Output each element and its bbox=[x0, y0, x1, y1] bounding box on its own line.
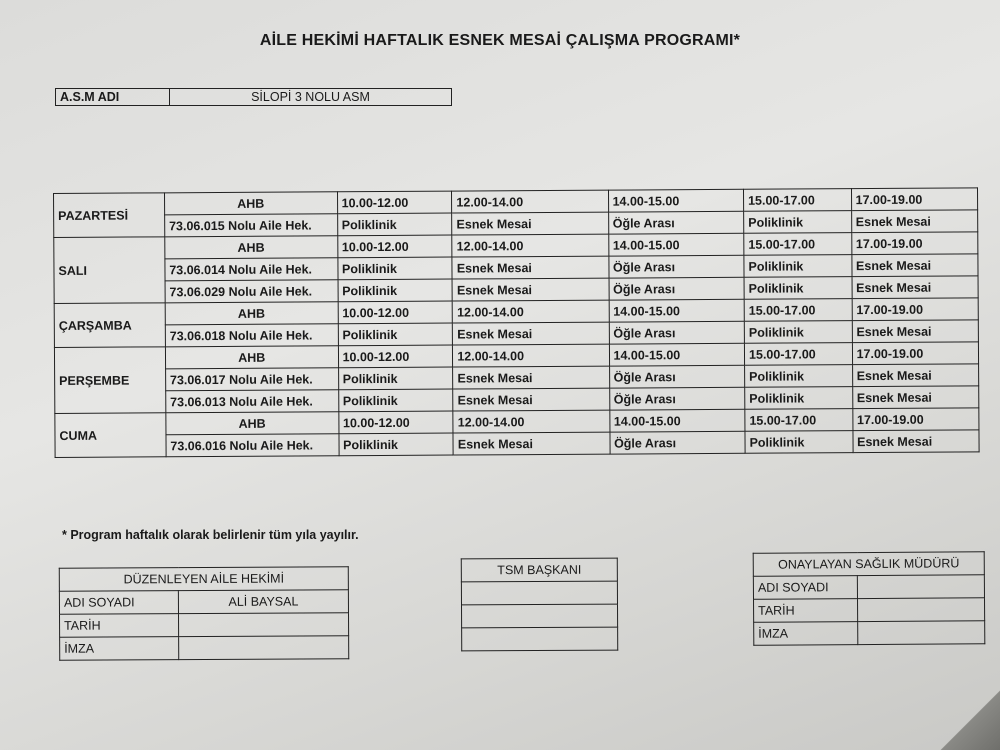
approver-header: ONAYLAYAN SAĞLIK MÜDÜRÜ bbox=[753, 552, 984, 577]
schedule-cell: Esnek Mesai bbox=[453, 388, 609, 411]
schedule-cell: Öğle Arası bbox=[608, 255, 744, 278]
approver-name-field[interactable] bbox=[857, 575, 984, 599]
schedule-cell: 17.00-19.00 bbox=[852, 342, 979, 365]
staff-cell: AHB bbox=[164, 192, 337, 215]
schedule-cell: 15.00-17.00 bbox=[744, 189, 852, 212]
asm-label: A.S.M ADI bbox=[56, 89, 170, 106]
preparer-signature-table bbox=[59, 566, 349, 661]
schedule-cell: Esnek Mesai bbox=[452, 256, 608, 279]
schedule-cell: 17.00-19.00 bbox=[851, 188, 978, 211]
schedule-cell: Esnek Mesai bbox=[452, 278, 608, 301]
staff-cell: AHB bbox=[165, 302, 338, 325]
day-label: PERŞEMBE bbox=[54, 347, 165, 414]
schedule-cell: Öğle Arası bbox=[609, 365, 745, 388]
schedule-cell: Esnek Mesai bbox=[453, 432, 609, 455]
day-label: ÇARŞAMBA bbox=[54, 303, 165, 348]
schedule-cell: Poliklinik bbox=[744, 277, 852, 300]
staff-cell: 73.06.013 Nolu Aile Hek. bbox=[166, 390, 339, 413]
asm-name-table bbox=[55, 88, 452, 106]
staff-cell: AHB bbox=[165, 236, 338, 259]
staff-cell: AHB bbox=[165, 346, 338, 369]
schedule-cell: Esnek Mesai bbox=[851, 254, 978, 277]
schedule-cell: Poliklinik bbox=[744, 321, 852, 344]
schedule-cell: 10.00-12.00 bbox=[337, 191, 452, 214]
approver-date-label: TARİH bbox=[754, 599, 858, 623]
schedule-cell: Poliklinik bbox=[744, 255, 852, 278]
schedule-cell: Öğle Arası bbox=[609, 387, 745, 410]
schedule-cell: 10.00-12.00 bbox=[338, 411, 453, 434]
schedule-cell: 15.00-17.00 bbox=[744, 343, 852, 366]
schedule-cell: 12.00-14.00 bbox=[452, 234, 608, 257]
schedule-cell: Öğle Arası bbox=[608, 211, 744, 234]
schedule-cell: Esnek Mesai bbox=[853, 430, 980, 453]
page-corner-shadow bbox=[940, 690, 1000, 750]
schedule-cell: Öğle Arası bbox=[609, 321, 745, 344]
schedule-cell: 10.00-12.00 bbox=[338, 301, 453, 324]
schedule-cell: 10.00-12.00 bbox=[337, 235, 452, 258]
schedule-cell: Esnek Mesai bbox=[852, 364, 979, 387]
day-label: SALI bbox=[54, 237, 165, 304]
staff-cell: 73.06.018 Nolu Aile Hek. bbox=[165, 324, 338, 347]
schedule-table bbox=[53, 187, 980, 458]
staff-cell: 73.06.029 Nolu Aile Hek. bbox=[165, 280, 338, 303]
schedule-cell: Poliklinik bbox=[744, 211, 852, 234]
approver-sign-label: İMZA bbox=[754, 622, 858, 646]
staff-cell: 73.06.017 Nolu Aile Hek. bbox=[165, 368, 338, 391]
day-label: CUMA bbox=[55, 413, 166, 458]
schedule-cell: Poliklinik bbox=[337, 213, 452, 236]
schedule-cell: 15.00-17.00 bbox=[744, 299, 852, 322]
schedule-cell: 14.00-15.00 bbox=[608, 233, 744, 256]
approver-sign-field[interactable] bbox=[858, 621, 985, 645]
schedule-cell: 14.00-15.00 bbox=[609, 409, 745, 432]
preparer-name-label: ADI SOYADI bbox=[59, 591, 178, 615]
schedule-cell: Esnek Mesai bbox=[453, 366, 609, 389]
day-label: PAZARTESİ bbox=[54, 193, 165, 238]
staff-cell: 73.06.015 Nolu Aile Hek. bbox=[164, 214, 337, 237]
schedule-cell: Esnek Mesai bbox=[852, 320, 979, 343]
preparer-date-label: TARİH bbox=[60, 614, 179, 638]
schedule-cell: Poliklinik bbox=[338, 389, 453, 412]
schedule-cell: 12.00-14.00 bbox=[453, 410, 609, 433]
schedule-cell: 10.00-12.00 bbox=[338, 345, 453, 368]
schedule-cell: Poliklinik bbox=[337, 257, 452, 280]
tsm-field-2[interactable] bbox=[462, 604, 618, 628]
preparer-name-value: ALİ BAYSAL bbox=[178, 590, 348, 614]
preparer-date-field[interactable] bbox=[179, 613, 349, 637]
schedule-cell: 17.00-19.00 bbox=[851, 232, 978, 255]
page-title: AİLE HEKİMİ HAFTALIK ESNEK MESAİ ÇALIŞMA PROGRAMI* bbox=[259, 32, 741, 49]
schedule-cell: 14.00-15.00 bbox=[608, 189, 744, 212]
staff-cell: AHB bbox=[166, 412, 339, 435]
preparer-sign-label: İMZA bbox=[60, 637, 179, 661]
tsm-signature-table bbox=[461, 558, 618, 652]
schedule-cell: Esnek Mesai bbox=[452, 212, 608, 235]
approver-name-label: ADI SOYADI bbox=[753, 576, 857, 600]
preparer-header: DÜZENLEYEN AİLE HEKİMİ bbox=[59, 567, 348, 592]
staff-cell: 73.06.014 Nolu Aile Hek. bbox=[165, 258, 338, 281]
schedule-cell: Poliklinik bbox=[338, 323, 453, 346]
schedule-cell: Poliklinik bbox=[745, 365, 853, 388]
schedule-cell: Esnek Mesai bbox=[851, 210, 978, 233]
schedule-cell: 12.00-14.00 bbox=[452, 300, 608, 323]
schedule-cell: 17.00-19.00 bbox=[852, 408, 979, 431]
approver-signature-table bbox=[753, 551, 986, 646]
tsm-header: TSM BAŞKANI bbox=[461, 558, 617, 582]
schedule-cell: Öğle Arası bbox=[609, 277, 745, 300]
schedule-cell: 15.00-17.00 bbox=[744, 233, 852, 256]
staff-cell: 73.06.016 Nolu Aile Hek. bbox=[166, 434, 339, 457]
schedule-cell: Poliklinik bbox=[745, 387, 853, 410]
schedule-cell: 12.00-14.00 bbox=[453, 344, 609, 367]
schedule-cell: 14.00-15.00 bbox=[609, 343, 745, 366]
approver-date-field[interactable] bbox=[858, 598, 985, 622]
schedule-cell: Öğle Arası bbox=[609, 431, 745, 454]
asm-value: SİLOPİ 3 NOLU ASM bbox=[170, 89, 452, 106]
schedule-cell: Poliklinik bbox=[338, 279, 453, 302]
schedule-row bbox=[55, 430, 979, 458]
schedule-cell: Poliklinik bbox=[339, 433, 454, 456]
schedule-cell: Esnek Mesai bbox=[852, 386, 979, 409]
schedule-cell: 15.00-17.00 bbox=[745, 409, 853, 432]
tsm-field-1[interactable] bbox=[461, 581, 617, 605]
tsm-field-3[interactable] bbox=[462, 627, 618, 651]
preparer-sign-field[interactable] bbox=[179, 636, 349, 660]
schedule-cell: 14.00-15.00 bbox=[609, 299, 745, 322]
schedule-cell: 17.00-19.00 bbox=[852, 298, 979, 321]
schedule-cell: Esnek Mesai bbox=[852, 276, 979, 299]
footnote: * Program haftalık olarak belirlenir tüm yıla yayılır. bbox=[62, 528, 359, 542]
schedule-cell: Poliklinik bbox=[745, 431, 853, 454]
schedule-cell: Esnek Mesai bbox=[453, 322, 609, 345]
schedule-cell: Poliklinik bbox=[338, 367, 453, 390]
schedule-cell: 12.00-14.00 bbox=[452, 190, 608, 213]
